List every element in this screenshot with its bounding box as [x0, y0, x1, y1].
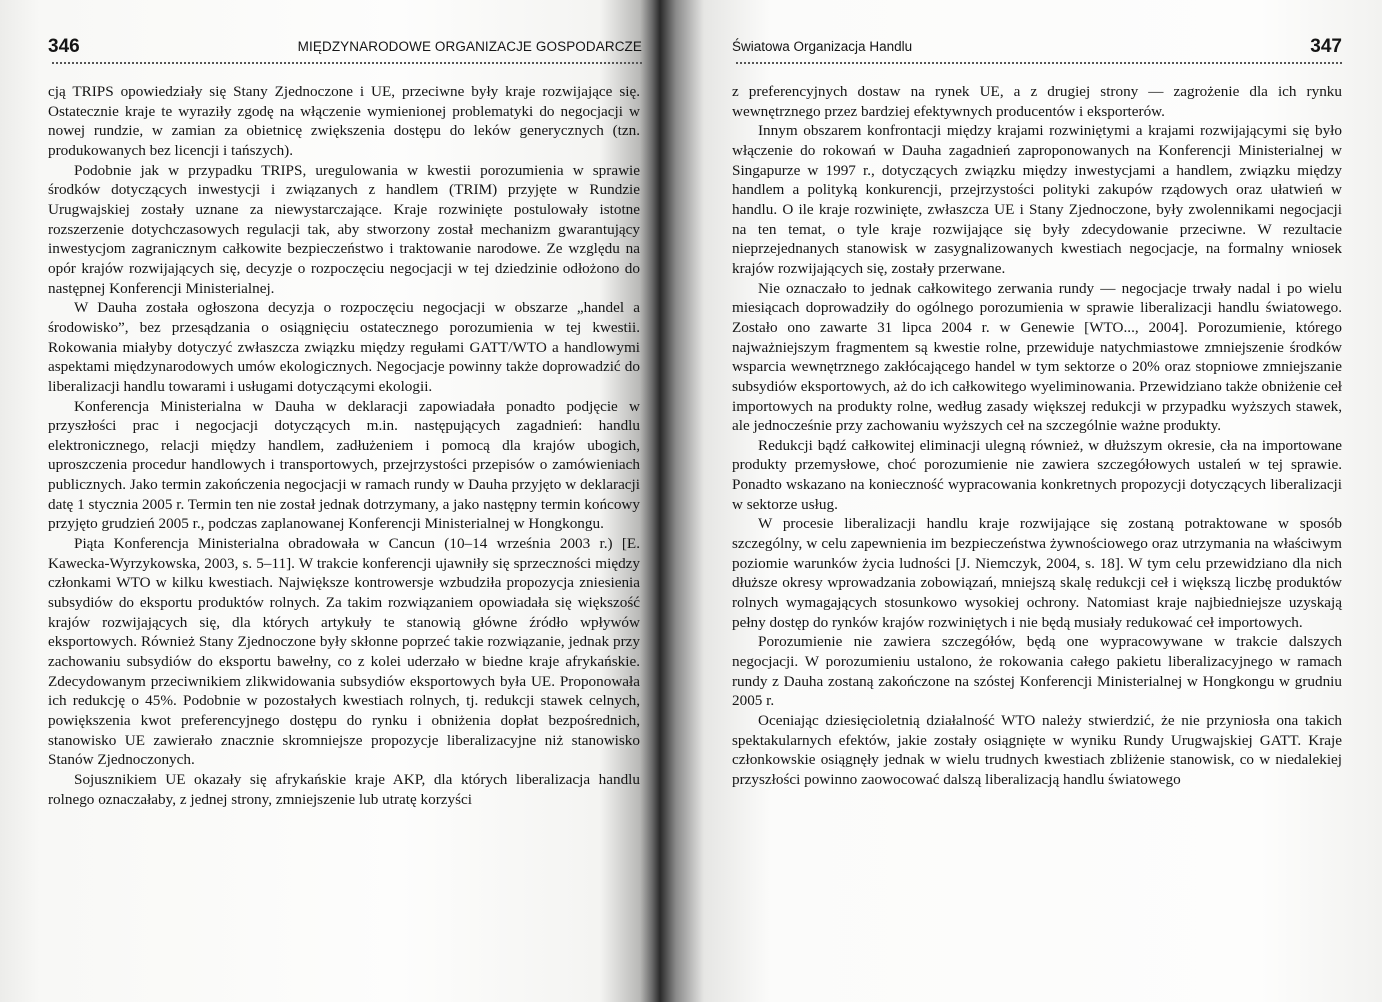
- paragraph: Sojusznikiem UE okazały się afrykańskie kraje AKP, dla których liberalizacja handlu rolnego oznaczałaby, z jednej strony, zmniejszenie lub utratę korzyści: [48, 770, 640, 808]
- paragraph: Redukcji bądź całkowitej eliminacji ulegną również, w dłuższym okresie, cła na importowane produkty przemysłowe, choć porozumienie nie zawiera szczegółowych ustaleń w tej sprawie. Ponadto wskazano na konieczność wypracowania konkretnych propozycji dotyczących liberalizacji w sektorze usług.: [732, 436, 1342, 513]
- paragraph: cją TRIPS opowiedziały się Stany Zjednoczone i UE, przeciwne były kraje rozwijające się. Ostatecznie kraje te wyraziły zgodę na włączenie wymienionej problematyki do negocjacji w nowej rundzie, w zamian za obietnicę zwiększenia dostępu do leków generycznych (tzn. produkowanych bez licencji i tańszych).: [48, 83, 640, 159]
- running-title: Światowa Organizacja Handlu: [732, 39, 913, 54]
- paragraph: z preferencyjnych dostaw na rynek UE, a z drugiej strony — zagrożenie dla ich rynku wewnętrznego przez bardziej efektywnych producentów i eksporterów.: [732, 83, 1342, 120]
- paragraph: Podobnie jak w przypadku TRIPS, uregulowania w kwestii porozumienia w sprawie środków dotyczących inwestycji i związanych z handlem (TRIM) przyjęte w Rundzie Urugwajskiej zostały uznane za niewystarczające. Kraje rozwinięte postulowały istotne rozszerzenie dotychczasowych regulacji tak, aby stworzony został mechanizm gwarantujący inwestycjom zagranicznym całkowite bezpieczeństwo i traktowanie narodowe. Ze względu na opór krajów rozwijających się, decyzje o rozpoczęciu negocjacji w tej dziedzinie odłożono do następnej Konferencji Ministerialnej.: [48, 161, 640, 297]
- header-dotted-rule: [736, 62, 1342, 64]
- right-page-header: [732, 36, 1342, 60]
- left-page-body: [48, 82, 640, 809]
- running-title: MIĘDZYNARODOWE ORGANIZACJE GOSPODARCZE: [297, 39, 642, 54]
- paragraph: Innym obszarem konfrontacji między krajami rozwiniętymi a krajami rozwijającymi się było włączenie do rokowań w Dauha zagadnień zaproponowanych na Konferencji Ministerialnej w Singapurze w 1997 r., dotyczących związku między inwestycjami a handlem, związku między handlem a polityką konkurencji, przejrzystości polityki zakupów rządowych oraz ułatwień w handlu. O ile kraje rozwinięte, zwłaszcza UE i Stany Zjednoczone, były zwolennikami negocjacji na ten temat, o tyle kraje rozwijające się były zdecydowanie przeciwne. W rezultacie nieprzejednanych stanowisk w zasygnalizowanych kwestiach negocjacje, na formalny wniosek krajów rozwijających się, zostały przerwane.: [732, 122, 1342, 277]
- paragraph: W Dauha została ogłoszona decyzja o rozpoczęciu negocjacji w obszarze „handel a środowisko”, bez przesądzania o osiągnięciu ostatecznego porozumienia w tej kwestii. Rokowania miałyby dotyczyć zwłaszcza związku między regułami GATT/WTO a handlowymi aspektami międzynarodowych umów ekologicznych. Negocjacje powinny także doprowadzić do liberalizacji handlu towarami i usługami dotyczącymi ekologii.: [48, 299, 640, 395]
- paragraph: Konferencja Ministerialna w Dauha w deklaracji zapowiadała ponadto podjęcie w przyszłości prac i negocjacji dotyczących m.in. następujących zagadnień: handlu elektronicznego, relacji między handlem, zadłużeniem i pomocą dla krajów ubogich, uproszczenia procedur handlowych i transportowych, przejrzystości przepisów o zamówieniach publicznych. Jako termin zakończenia negocjacji w ramach rundy w Dauha przyjęto w deklaracji datę 1 stycznia 2005 r. Termin ten nie został jednak dotrzymany, a jako następny termin końcowy przyjęto grudzień 2005 r., podczas zaplanowanej Konferencji Ministerialnej w Hongkongu.: [48, 397, 640, 533]
- left-page: [0, 0, 660, 1002]
- right-page-body: [732, 82, 1342, 790]
- right-page: [660, 0, 1382, 1002]
- paragraph: Oceniając dziesięcioletnią działalność WTO należy stwierdzić, że nie przyniosła ona takich spektakularnych efektów, jakie zostały osiągnięte w wyniku Rundy Urugwajskiej GATT. Kraje członkowskie osiągnęły jednak w wielu trudnych kwestiach zbliżenie stanowisk, co w niedalekiej przyszłości powinno zaowocować dalszą liberalizacją handlu światowego: [732, 712, 1342, 788]
- page-number: 346: [48, 36, 80, 57]
- header-dotted-rule: [52, 62, 642, 64]
- page-number: 347: [1310, 36, 1342, 57]
- paragraph: Piąta Konferencja Ministerialna obradowała w Cancun (10–14 września 2003 r.) [E. Kawecka-Wyrzykowska, 2003, s. 5–11]. W trakcie konferencji ujawniły się sprzeczności między członkami WTO w kilku kwestiach. Największe kontrowersje wzbudziła propozycja zniesienia subsydiów do eksportu produktów rolnych. Za takim rozwiązaniem opowiadała się większość krajów rozwijających się, dla których artykuły te stanowią główne źródło wpływów eksportowych. Również Stany Zjednoczone były skłonne poprzeć takie rozwiązanie, jednak przy zachowaniu subsydiów do eksportu bawełny, co z kolei uderzało w biedne kraje afrykańskie. Zdecydowanym przeciwnikiem zlikwidowania subsydiów eksportowych była UE. Proponowała ich redukcję o 45%. Podobnie w pozostałych kwestiach rolnych, tj. redukcji stawek celnych, powiększenia kwot preferencyjnego dostępu do rynku i obniżenia dopłat bezpośrednich, stanowisko UE zawierało znacznie skromniejsze propozycje liberalizacyjne niż stanowisko Stanów Zjednoczonych.: [48, 535, 640, 769]
- paragraph: Porozumienie nie zawiera szczegółów, będą one wypracowywane w trakcie dalszych negocjacji. W porozumieniu ustalono, że rokowania całego pakietu liberalizacyjnego w ramach rundy z Dauha zostaną zakończone na szóstej Konferencji Ministerialnej w Hongkongu w grudniu 2005 r.: [732, 633, 1342, 710]
- paragraph: W procesie liberalizacji handlu kraje rozwijające się zostaną potraktowane w sposób szczególny, w celu zapewnienia im bezpieczeństwa żywnościowego oraz utrzymania na właściwym poziomie warunków życia ludności [J. Niemczyk, 2004, s. 18]. W tym celu przewidziano dla nich dłuższe okresy wprowadzania zobowiązań, mniejszą skalę redukcji ceł i większą liczbę produktów rolnych wymagających stosunkowo wysokiej ochrony. Natomiast kraje najbiedniejsze uzyskają pełny dostęp do rynków krajów rozwiniętych i nie będą musiały redukować ceł importowych.: [732, 515, 1342, 631]
- left-page-header: [48, 36, 642, 60]
- paragraph: Nie oznaczało to jednak całkowitego zerwania rundy — negocjacje trwały nadal i po wielu miesiącach doprowadziły do ogólnego porozumienia w sprawie liberalizacji handlu światowego. Zostało ono zawarte 31 lipca 2004 r. w Genewie [WTO..., 2004]. Porozumienie, którego najważniejszym fragmentem są kwestie rolne, przewiduje natychmiastowe zmniejszenie środków wsparcia wewnętrznego zakłócającego handel w tym sektorze o 20% oraz stopniowe zmniejszanie subsydiów eksportowych, aż do ich całkowitego wyeliminowania. Przewidziano także obniżenie ceł importowych na produkty rolne, według zasady większej redukcji w przypadku wyższych stawek, ale jednocześnie przy zachowaniu wyższych ceł na szczególnie ważne produkty.: [732, 279, 1342, 435]
